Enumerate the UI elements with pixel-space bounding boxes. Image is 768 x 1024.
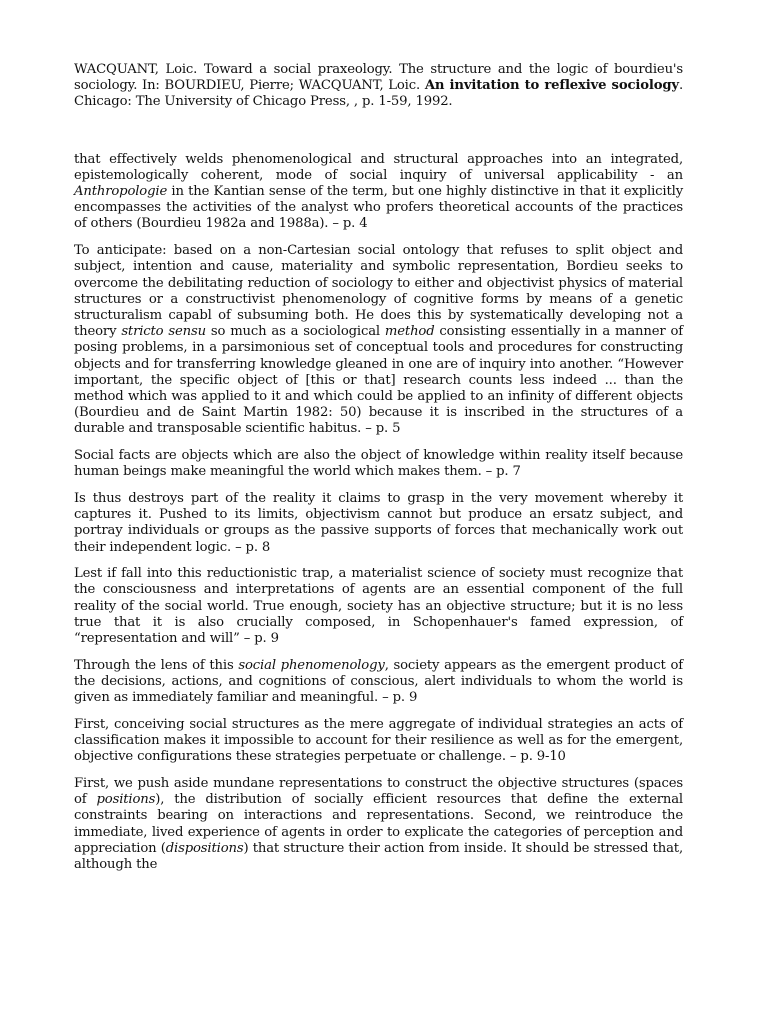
excerpt-p9-10-social-structures: First, conceiving social structures as the mere aggregate of individual strategies an acts of classification makes it impossible to account for their resilience as well as for the emergent, objective configurations these strategies perpetuate or challenge. – p. 9-10 [74,716,683,765]
excerpt-italic: dispositions [165,840,244,856]
excerpt-text: Through the lens of this [74,657,239,673]
excerpt-text: that effectively welds phenomenological and structural approaches into an integrated, epistemologically coherent, mode of social inquiry of universal applicability - an [74,151,683,183]
bibliographic-citation [74,62,683,111]
excerpt-p8-objectivism: Is thus destroys part of the reality it claims to grasp in the very movement whereby it captures it. Pushed to its limits, objectivism cannot but produce an ersatz subject, and portray individuals or groups as the passive supports of forces that mechanically work out their independent logic. – p. 8 [74,490,683,555]
excerpt-italic: Anthropologie [74,184,168,200]
excerpt-italic: positions [96,792,156,808]
excerpt-text: ) that structure their action from inside. It should be stressed that, although the [74,840,683,873]
excerpt-p4-anthropologie [74,152,683,233]
excerpt-italic: stricto sensu [121,324,206,340]
excerpt-p9-reductionistic-trap: Lest if fall into this reductionistic trap, a materialist science of society must recognize that the consciousness and interpretations of agents are an essential component of the full reality of the social world. True enough, society has an objective structure; but it is no less true that it is also crucially composed, in Schopenhauer's famed expression, of “representation and will” – p. 9 [74,566,683,647]
excerpt-p7-social-facts: Social facts are objects which are also the object of knowledge within reality itself because human beings make meaningful the world which makes them. – p. 7 [74,448,683,480]
excerpt-italic: social phenomenology [238,657,385,673]
citation-book-title: An invitation to reflexive sociology [424,78,679,94]
citation-prefix: WACQUANT, Loic. Toward a social praxeology. The structure and the logic of bourdieu's sociology. In: BOURDIEU, Pierre; WACQUANT, Loic. [74,62,683,94]
excerpt-italic: method [384,324,435,340]
excerpt-text: First, we push aside mundane representations to construct the objective structures (spaces of [74,776,683,808]
citation-suffix: . Chicago: The University of Chicago Press, , p. 1-59, 1992. [74,78,683,110]
excerpt-text: consisting essentially in a manner of posing problems, in a parsimonious set of conceptual tools and procedures for constructing objects and for transferring knowledge gleaned in one are of inquiry into another. “However important, the specific object of [this or that] research counts less indeed ... than the method which was applied to it and which could be applied to an infinity of different objects (Bourdieu and de Saint Martin 1982: 50) because it is inscribed in the structures of a durable and transposable scientific habitus. – p. 5 [74,324,683,437]
document-page [74,62,683,884]
excerpt-p9-social-phenomenology [74,658,683,707]
excerpt-text: , society appears as the emergent product of the decisions, actions, and cognitions of conscious, alert individuals to whom the world is given as immediately familiar and meaningful. – p. 9 [74,657,683,706]
excerpt-text: ), the distribution of socially efficient resources that define the external constraints bearing on interactions and representations. Second, we reintroduce the immediate, lived experience of agents in order to explicate the categories of perception and appreciation ( [74,792,684,856]
excerpt-text: To anticipate: based on a non-Cartesian social ontology that refuses to split object and subject, intention and cause, materiality and symbolic representation, Bordieu seeks to overcome the debilitating reduction of sociology to either and objectivist physics of material structures or a constructivist phenomenology of cognitive forms by means of a genetic structuralism capabl of subsuming both. He does this by systematically developing not a theory [74,243,683,340]
excerpt-text: so much as a sociological [205,324,385,340]
excerpt-text: in the Kantian sense of the term, but one highly distinctive in that it explicitly encompasses the activities of the analyst who profers theoretical accounts of the practices of others (Bourdieu 1982a and 1988a). – p. 4 [74,184,683,232]
excerpt-positions-dispositions [74,776,683,873]
excerpt-p5-method [74,243,683,437]
